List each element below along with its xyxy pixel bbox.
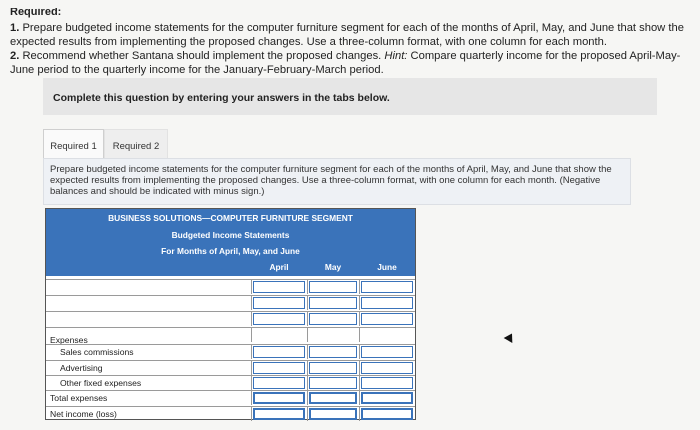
table-row: [46, 390, 415, 405]
amount-input-april[interactable]: [253, 297, 305, 309]
amount-input-june[interactable]: [361, 297, 413, 309]
amount-cell-may: [307, 376, 359, 390]
amount-input-june[interactable]: [361, 281, 413, 293]
table-row: [46, 295, 415, 310]
amount-input-april[interactable]: [253, 392, 305, 404]
instructions-note: (Negative balances and should be indicated with minus sign.): [50, 175, 601, 197]
mouse-cursor-icon: [504, 331, 517, 343]
amount-cell-april: [251, 327, 307, 341]
amount-input-may[interactable]: [309, 408, 357, 420]
amount-cell-june: [359, 312, 415, 326]
amount-input-june[interactable]: [361, 346, 413, 358]
amount-cell-june: [359, 361, 415, 375]
table-row: [46, 360, 415, 375]
amount-input-april[interactable]: [253, 362, 305, 374]
income-statement-grid: [45, 208, 416, 420]
amount-input-may[interactable]: [309, 392, 357, 404]
instruction-banner: Complete this question by entering your answers in the tabs below.: [43, 78, 657, 115]
amount-cell-april: [251, 407, 307, 421]
instructions-panel: [43, 158, 631, 205]
row-label: Total expenses: [50, 393, 108, 403]
amount-cell-june: [359, 296, 415, 310]
column-header-april: April: [269, 262, 289, 272]
company-title: BUSINESS SOLUTIONS—COMPUTER FURNITURE SEGMENT: [46, 209, 415, 227]
amount-cell-june: [359, 407, 415, 421]
column-header-row: [46, 259, 415, 276]
amount-input-may[interactable]: [309, 297, 357, 309]
amount-cell-may: [307, 327, 359, 341]
statement-title: Budgeted Income Statements: [46, 227, 415, 243]
tab-required-2[interactable]: Required 2: [104, 129, 168, 159]
amount-cell-june: [359, 391, 415, 405]
amount-input-june[interactable]: [361, 362, 413, 374]
amount-cell-april: [251, 312, 307, 326]
table-row: [46, 327, 415, 344]
row-label: Advertising: [60, 363, 103, 373]
amount-cell-may: [307, 296, 359, 310]
table-row: [46, 375, 415, 390]
amount-cell-june: [359, 280, 415, 294]
table-row: [46, 344, 415, 359]
column-header-may: May: [324, 262, 342, 272]
amount-cell-may: [307, 407, 359, 421]
amount-cell-june: [359, 345, 415, 359]
requirement-2-text-b: Compare quarterly income for the proposed April-May-June period to the quarterly income for the January-February-March period.: [10, 50, 681, 76]
amount-cell-may: [307, 391, 359, 405]
amount-cell-april: [251, 345, 307, 359]
requirement-2-number: 2.: [10, 50, 20, 62]
requirements-heading: Required:: [10, 8, 62, 18]
amount-cell-april: [251, 376, 307, 390]
tab-required-1[interactable]: Required 1: [43, 129, 104, 159]
table-row: [46, 279, 415, 294]
amount-input-june[interactable]: [361, 392, 413, 404]
amount-input-june[interactable]: [361, 313, 413, 325]
instructions-text: Prepare budgeted income statements for the computer furniture segment for each of the months of April, May, and June that show the expected results from implementing the proposed changes. Use a three-column format, with one column for each month.: [50, 164, 612, 186]
statement-period: For Months of April, May, and June: [46, 243, 415, 259]
amount-cell-june: [359, 376, 415, 390]
row-label: Sales commissions: [60, 347, 134, 357]
amount-cell-may: [307, 312, 359, 326]
table-row: [46, 311, 415, 326]
requirement-1-number: 1.: [10, 22, 20, 34]
amount-cell-may: [307, 280, 359, 294]
amount-input-april[interactable]: [253, 346, 305, 358]
row-label: Net income (loss): [50, 409, 117, 419]
amount-cell-april: [251, 296, 307, 310]
requirement-2: [10, 49, 692, 77]
requirement-1: [10, 21, 692, 49]
amount-input-may[interactable]: [309, 346, 357, 358]
amount-cell-april: [251, 280, 307, 294]
amount-cell-april: [251, 361, 307, 375]
amount-input-may[interactable]: [309, 362, 357, 374]
column-header-june: June: [377, 262, 397, 272]
amount-input-april[interactable]: [253, 377, 305, 389]
amount-input-june[interactable]: [361, 377, 413, 389]
amount-input-june[interactable]: [361, 408, 413, 420]
amount-cell-may: [307, 345, 359, 359]
requirement-2-text-a: Recommend whether Santana should implement the proposed changes.: [22, 50, 382, 62]
amount-input-april[interactable]: [253, 408, 305, 420]
requirements-block: [10, 8, 692, 77]
row-label: Other fixed expenses: [60, 378, 142, 388]
amount-input-may[interactable]: [309, 377, 357, 389]
amount-cell-june: [359, 327, 415, 341]
amount-cell-april: [251, 391, 307, 405]
amount-cell-may: [307, 361, 359, 375]
amount-input-may[interactable]: [309, 281, 357, 293]
requirement-1-text: Prepare budgeted income statements for the computer furniture segment for each of the months of April, May, and June that show the expected results from implementing the proposed changes. Use a three-column format, with one column for each month.: [10, 22, 684, 48]
amount-input-may[interactable]: [309, 313, 357, 325]
row-label: Expenses: [50, 335, 88, 345]
amount-input-april[interactable]: [253, 313, 305, 325]
requirement-2-hint-label: Hint:: [384, 50, 408, 62]
table-row: [46, 406, 415, 421]
amount-input-april[interactable]: [253, 281, 305, 293]
